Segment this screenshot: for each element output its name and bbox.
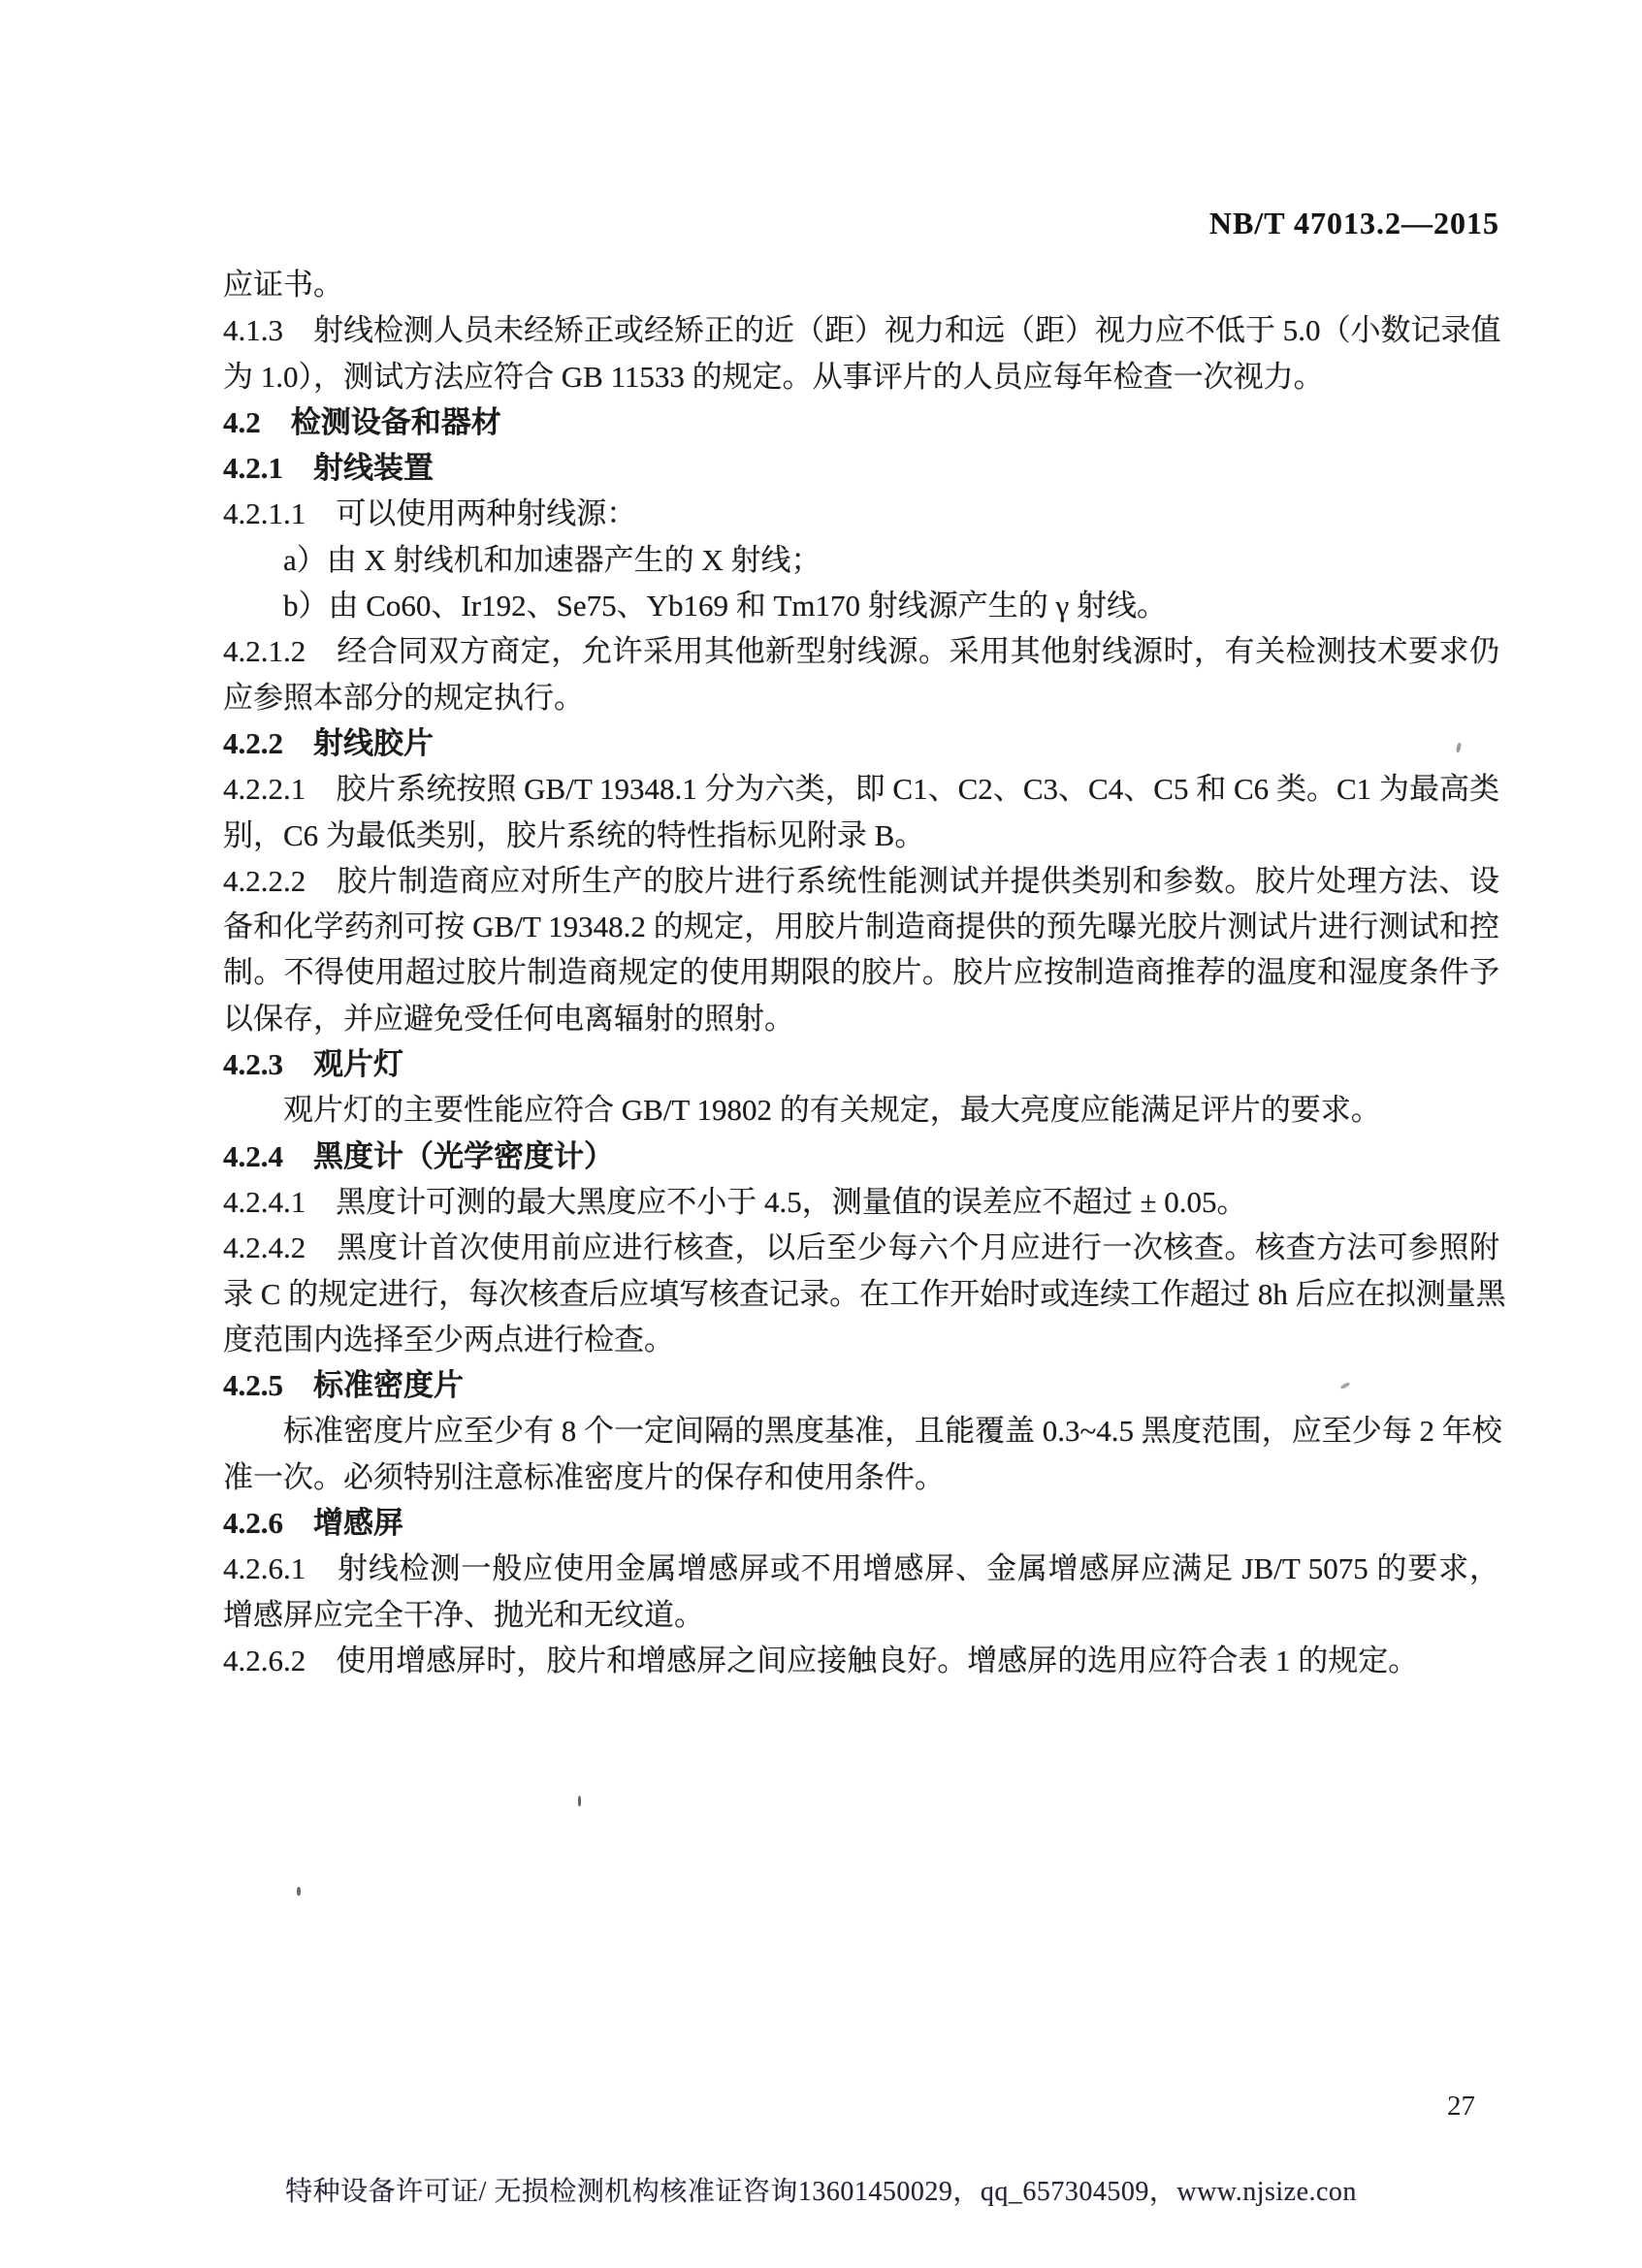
text-line: 观片灯的主要性能应符合 GB/T 19802 的有关规定，最大亮度应能满足评片的要求。 bbox=[223, 1093, 1381, 1128]
text-line: 4.2 检测设备和器材 bbox=[223, 404, 501, 439]
text-line: 4.2.4.2 黑度计首次使用前应进行核查，以后至少每六个月应进行一次核查。核查方法可参照附 bbox=[223, 1230, 1499, 1265]
text-line: 4.2.1.1 可以使用两种射线源： bbox=[223, 496, 637, 531]
document-body bbox=[223, 262, 1506, 1683]
text-line: 4.2.2.2 胶片制造商应对所生产的胶片进行系统性能测试并提供类别和参数。胶片处理方法、设 bbox=[223, 863, 1499, 898]
text-line: 4.2.6 增感屏 bbox=[223, 1506, 403, 1541]
text-line: 4.2.1 射线装置 bbox=[223, 451, 434, 486]
text-line: 增感屏应完全干净、抛光和无纹道。 bbox=[223, 1597, 704, 1632]
text-line: 制。不得使用超过胶片制造商规定的使用期限的胶片。胶片应按制造商推荐的温度和湿度条件予 bbox=[223, 955, 1499, 990]
text-line: 4.2.5 标准密度片 bbox=[223, 1368, 464, 1403]
scan-artifact bbox=[578, 1796, 581, 1806]
text-line: 4.2.3 观片灯 bbox=[223, 1047, 403, 1082]
text-line: 为 1.0），测试方法应符合 GB 11533 的规定。从事评片的人员应每年检查一次视力。 bbox=[223, 359, 1324, 394]
text-line: 4.2.4 黑度计（光学密度计） bbox=[223, 1138, 614, 1173]
text-line: 备和化学药剂可按 GB/T 19348.2 的规定，用胶片制造商提供的预先曝光胶片测试片进行测试和控 bbox=[223, 910, 1499, 944]
page-number: 27 bbox=[1447, 2091, 1475, 2122]
text-line: 度范围内选择至少两点进行检查。 bbox=[223, 1322, 674, 1357]
text-line: 别，C6 为最低类别，胶片系统的特性指标见附录 B。 bbox=[223, 817, 925, 852]
text-line: 准一次。必须特别注意标准密度片的保存和使用条件。 bbox=[223, 1459, 945, 1494]
text-line: 4.2.6.2 使用增感屏时，胶片和增感屏之间应接触良好。增感屏的选用应符合表 1 的规定。 bbox=[223, 1643, 1419, 1677]
text-line: 4.2.6.1 射线检测一般应使用金属增感屏或不用增感屏、金属增感屏应满足 JB/T 5075 的要求， bbox=[223, 1551, 1499, 1586]
text-line: a）由 X 射线机和加速器产生的 X 射线； bbox=[223, 542, 821, 577]
text-line: 4.2.2.1 胶片系统按照 GB/T 19348.1 分为六类，即 C1、C2、C3、C4、C5 和 C6 类。C1 为最高类 bbox=[223, 772, 1499, 807]
text-line: 录 C 的规定进行，每次核查后应填写核查记录。在工作开始时或连续工作超过 8h 后应在拟测量黑 bbox=[223, 1276, 1506, 1311]
text-line: 4.2.2 射线胶片 bbox=[223, 725, 434, 760]
text-line: 4.2.4.1 黑度计可测的最大黑度应不小于 4.5，测量值的误差应不超过 ± 0.05。 bbox=[223, 1184, 1247, 1219]
text-line: 应证书。 bbox=[223, 268, 343, 302]
text-line: 标准密度片应至少有 8 个一定间隔的黑度基准，且能覆盖 0.3~4.5 黑度范围，应至少每 2 年校 bbox=[223, 1414, 1502, 1449]
text-line: 4.1.3 射线检测人员未经矫正或经矫正的近（距）视力和远（距）视力应不低于 5.0（小数记录值 bbox=[223, 313, 1501, 348]
text-line: b）由 Co60、Ir192、Se75、Yb169 和 Tm170 射线源产生的 γ 射线。 bbox=[223, 589, 1167, 623]
standard-code: NB/T 47013.2—2015 bbox=[1208, 206, 1499, 240]
footer-watermark: 特种设备许可证/ 无损检测机构核准证咨询13601450029，qq_657304509，www.njsize.con bbox=[285, 2177, 1357, 2207]
text-line: 4.2.1.2 经合同双方商定，允许采用其他新型射线源。采用其他射线源时，有关检测技术要求仍 bbox=[223, 634, 1499, 669]
text-line: 以保存，并应避免受任何电离辐射的照射。 bbox=[223, 1001, 794, 1036]
scan-artifact bbox=[297, 1887, 301, 1896]
text-line: 应参照本部分的规定执行。 bbox=[223, 680, 584, 715]
